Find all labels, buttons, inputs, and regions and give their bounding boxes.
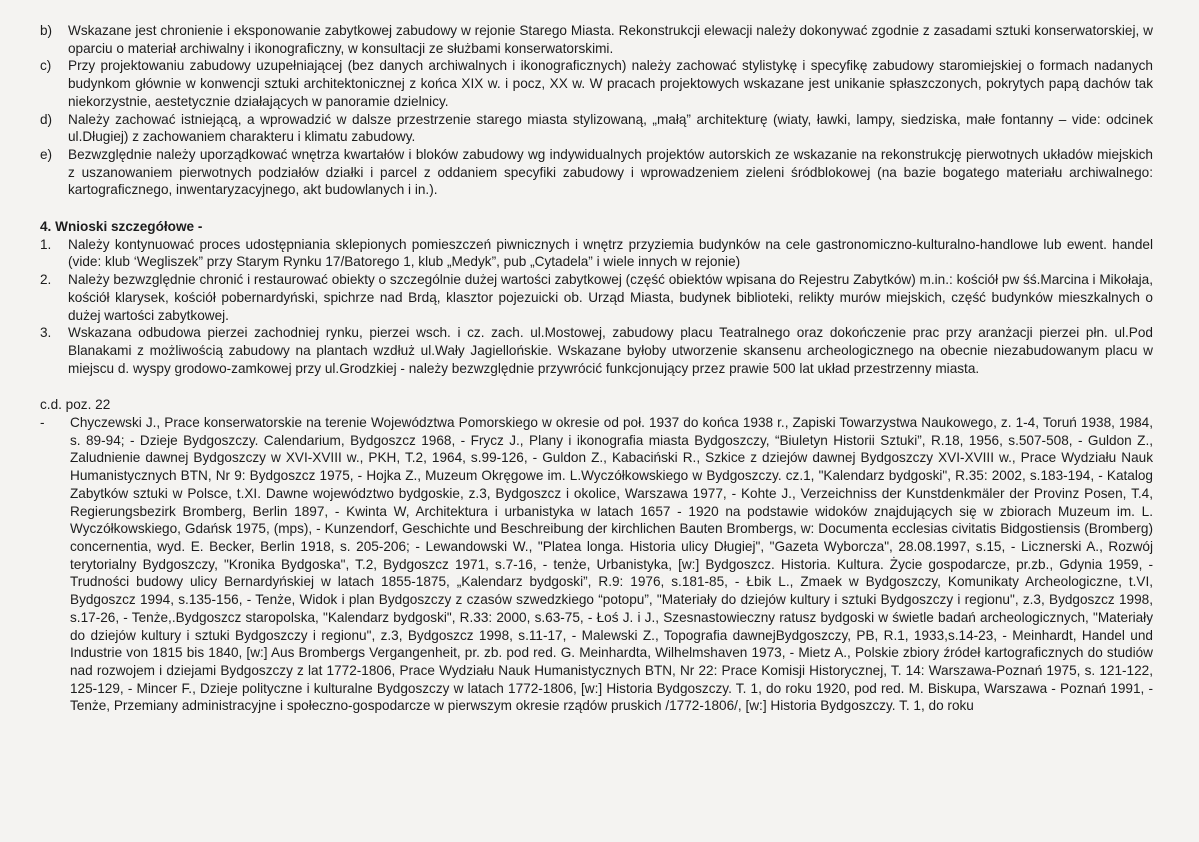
bibliography-text: Chyczewski J., Prace konserwatorskie na terenie Województwa Pomorskiego w okresie od poł. 1937 do końca 1938 r., Zapiski Towarzystwa Naukowego, z. 1-4, Toruń 1938, 1984, s. 89-94; - Dzieje Bydgoszczy. Calendarium, Bydgoszcz 1968, - Frycz J., Plany i ikonografia miasta Bydgoszczy, “Biuletyn Historii Sztuki”, R.18, 1956, s.507-508, - Guldon Z., Zaludnienie dawnej Bydgoszczy w XVI-XVIII w., PKH, T.2, 1964, s.99-126, - Guldon Z., Kabaciński R., Szkice z dziejów dawnej Bydgoszczy XVI-XVIII w., Prace Wydziału Nauk Humanistycznych BTN, Nr 9: Bydgoszcz 1975, - Hojka Z., Muzeum Okręgowe im. L.Wyczółkowskiego w Bydgoszczy. cz.1, "Kalendarz bydgoski", R.35: 2002, s.183-194, - Katalog Zabytków sztuki w Polsce, t.XI. Dawne województwo bydgoskie, z.3, Bydgoszcz i okolice, Warszawa 1977, - Kohte J., Verzeichniss der Kunstdenkmäler der Provinz Posen, T.4, Regierungsbezirk Bromberg, Berlin 1897, - Kwinta W, Architektura i urbanistyka w latach 1657 - 1920 na podstawie widoków znajdujących się w zbiorach Muzeum im. L. Wyczółkowskiego, Gdańsk 1975, (mps), - Kunzendorf, Geschichte und Beschreibung der kirchlichen Bauten Brombergs, w: Documenta ecclesias civitatis Bidgostiensis (Bromberg) concernentia, wyd. E. Becker, Berlin 1918, s. 205-206; - Lewandowski W., "Platea longa. Historia ulicy Długiej", "Gazeta Wyborcza", 28.08.1997, s.15, - Licznerski A., Rozwój terytorialny Bydgoszczy, "Kronika Bydgoska", T.2, Bydgoszcz 1971, s.7-16, - tenże, Urbanistyka, [w:] Bydgoszcz. Historia. Kultura. Życie gospodarcze, pr.zb., Gdynia 1959, - Trudności budowy ulicy Bernardyńskiej w latach 1855-1875, „Kalendarz bydgoski”, R.9: 1976, s.181-85, - Łbik L., Zmaek w Bydgoszczy, Komunikaty Archeologiczne, t.VI, Bydgoszcz 1994, s.135-156, - Tenże, Widok i plan Bydgoszczy z czasów szwedzkiego “potopu”, "Materiały do dziejów kultury i sztuki Bydgoszczy i regionu", z.3, Bydgoszcz 1998, s.17-26, - Tenże,.Bydgoszcz staropolska, "Kalendarz bydgoski", R.33: 2000, s.63-75, - Łoś J. i J., Szesnastowieczny ratusz bydgoski w świetle badań archeologicznych, "Materiały do dziejów kultury i sztuki Bydgoszczy i regionu", z.3, Bydgoszcz 1998, s.11-17, - Malewski Z., Topografia dawnejBydgoszczy, PB, R.1, 1933,s.14-23, - Meinhardt, Handel und Industrie von 1815 bis 1840, [w:] Aus Brombergs Vergangenheit, pr. zb. pod red. G. Meinhardta, Wilhelmshaven 1973, - Mietz A., Polskie zbiory źródeł kartograficznych do studiów nad rozwojem i dziejami Bydgoszczy z lat 1772-1806, Prace Wydziału Nauk Humanistycznych BTN, Nr 22: Prace Komisji Historycznej, T. 14: Warszawa-Poznań 1975, s. 121-122, 125-129, - Mincer F., Dzieje polityczne i kulturalne Bydgoszczy w latach 1772-1806, [w:] Historia Bydgoszczy. T. 1, do roku 1920, pod red. M. Biskupa, Warszawa - Poznań 1991, - Tenże, Przemiany administracyjne i społeczno-gospodarcze w pierwszym okresie rządów pruskich /1772-1806/, [w:] Historia Bydgoszczy. T. 1, do roku (70, 415, 1153, 714)
list-text: Przy projektowaniu zabudowy uzupełniającej (bez danych archiwalnych i ikonograficznych) należy zachować stylistykę i specyfikę zabudowy staromiejskiej o formach nadanych budynkom głównie w konwencji sztuki architektonicznej z końca XIX w. i pocz, XX w. W pracach projektowych wskazane jest unikanie spłaszczonych, pokrytych papą dachów tak niekorzystnie, aestetycznie działających w panoramie dzielnicy. (68, 58, 1153, 109)
list-marker: 3. (40, 325, 52, 341)
list-text: Bezwzględnie należy uporządkować wnętrza kwartałów i bloków zabudowy wg indywidualnych projektów autorskich ze wskazanie na rekonstrukcję pierwotnych układów miejskich z uszanowaniem pierwotnych podziałów działki i parcel z oddaniem specyfiki zabudowy i wprowadzeniem zieleni śródblokowej (na bazie bogatego materiału archiwalnego: kartograficznego, inwentaryzacyjnego, akt budowlanych i in.). (68, 146, 1153, 198)
list-marker: 1. (40, 236, 52, 252)
list-item-c (40, 57, 1153, 110)
continuation-label: c.d. poz. 22 (40, 397, 111, 413)
numbered-item-2 (40, 271, 1153, 324)
list-text: Należy zachować istniejącą, a wprowadzić w dalsze przestrzenie starego miasta stylizowaną, „małą” architekturę (wiaty, ławki, lampy, siedziska, małe fontanny – vide: odcinek ul.Długiej) z zachowaniem charakteru i klimatu zabudowy. (68, 111, 1153, 145)
list-text: Wskazana odbudowa pierzei zachodniej rynku, pierzei wsch. i cz. zach. ul.Mostowej, zabudowy placu Teatralnego oraz dokończenie prac przy aranżacji pierzei płn. ul.Pod Blanakami z możliwością zabudowy na plantach wzdłuż ul.Wały Jagiellońskie. Wskazane byłoby utworzenie skansenu archeologicznego na obecnie niezabudowanym placu w miejscu d. wyspy grodowo-zamkowej przy ul.Grodzkiej - należy bezwzględnie przywrócić funkcjonujący przez prawie 500 lat układ przestrzenny miasta. (68, 325, 1153, 376)
list-marker: - (40, 415, 45, 431)
list-item-e (40, 146, 1153, 199)
bibliography-item (40, 414, 1153, 715)
list-marker: 2. (40, 272, 52, 288)
list-marker: d) (40, 111, 53, 127)
numbered-item-3 (40, 324, 1153, 377)
list-text: Wskazane jest chronienie i eksponowanie zabytkowej zabudowy w rejonie Starego Miasta. Rekonstrukcji elewacji należy dokonywać zgodnie z zasadami sztuki konserwatorskiej, w oparciu o materiał archiwalny i ikonograficzny, w konsultacji ze służbami konserwatorskimi. (68, 23, 1153, 56)
list-marker: b) (40, 23, 53, 38)
list-marker: c) (40, 58, 52, 74)
section-heading: 4. Wnioski szczegółowe - (40, 219, 203, 235)
list-marker: e) (40, 146, 53, 162)
numbered-item-1 (40, 236, 1153, 271)
list-item-b (40, 22, 1153, 57)
list-text: Należy kontynuować proces udostępniania sklepionych pomieszczeń piwnicznych i wnętrz przyziemia budynków na cele gastronomiczno-kulturalno-handlowe lub ewent. handel (vide: klub ‘Wegliszek” przy Starym Rynku 17/Batorego 1, klub „Medyk”, pub „Cytadela” i wiele innych w rejonie) (68, 236, 1153, 270)
list-text: Należy bezwzględnie chronić i restaurować obiekty o szczególnie dużej wartości zabytkowej (część obiektów wpisana do Rejestru Zabytków) m.in.: kościół pw śś.Marcina i Mikołaja, kościół klarysek, kościół pobernardyński, spichrze nad Brdą, klasztor pojezuicki ob. Urząd Miasta, budynek biblioteki, relikty murów miejskich, część budynków mieszkalnych o dużej wartości zabytkowej. (68, 272, 1153, 323)
list-item-d (40, 111, 1153, 146)
